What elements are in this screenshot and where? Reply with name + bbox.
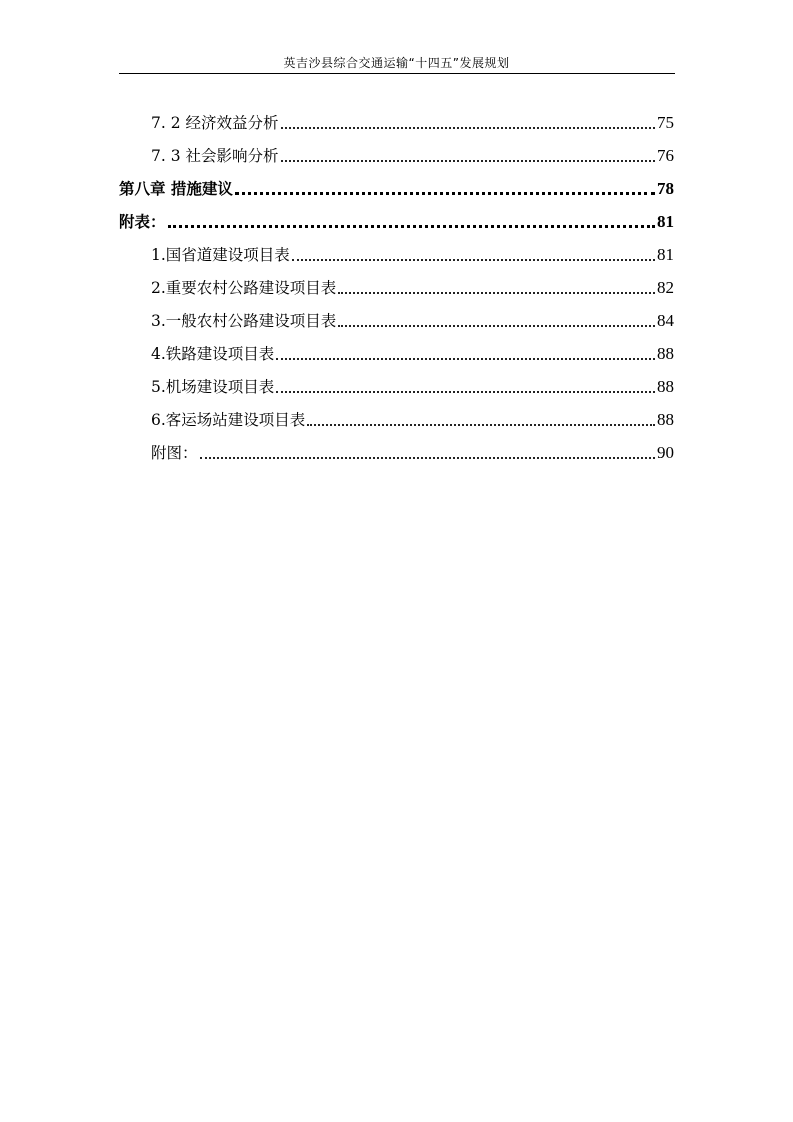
toc-entry-table-4[interactable] [119,331,674,364]
toc-entry-table-6[interactable] [119,397,674,430]
toc-entry-appendix-figures[interactable] [119,430,674,463]
toc-entry-page: 78 [657,179,674,198]
toc-entry-page: 88 [657,344,674,363]
toc-entry-page: 88 [657,410,674,429]
toc-entry-label: 7. 2 经济效益分析 [151,114,279,132]
toc-dot-leader [235,192,655,195]
toc-entry-table-2[interactable] [119,265,674,298]
toc-entry-table-5[interactable] [119,364,674,397]
toc-entry-page: 81 [657,245,674,264]
toc-entry-chapter-8[interactable] [119,166,674,199]
toc-entry-label: 7. 3 社会影响分析 [151,147,279,165]
toc-entry-table-1[interactable] [119,232,674,265]
toc-entry-label: 5.机场建设项目表 [151,378,275,396]
header-rule [119,73,675,74]
toc-dot-leader [281,160,655,162]
toc-dot-leader [292,259,655,261]
toc-dot-leader [276,358,655,360]
toc-dot-leader [338,325,655,327]
toc-entry-page: 84 [657,311,674,330]
toc-dot-leader [168,225,655,228]
toc-entry-label: 附表： [119,212,166,231]
running-header-title: 英吉沙县综合交通运输“十四五”发展规划 [283,56,510,70]
toc-dot-leader [276,391,655,393]
toc-entry-label: 6.客运场站建设项目表 [151,411,306,429]
toc-entry-page: 75 [657,113,674,132]
toc-entry-appendix-tables[interactable] [119,199,674,232]
toc-entry-label: 第八章 措施建议 [119,179,233,198]
toc-entry-table-3[interactable] [119,298,674,331]
toc-dot-leader [338,292,655,294]
toc-entry-7-2[interactable] [119,100,674,133]
toc-entry-7-3[interactable] [119,133,674,166]
toc-entry-label: 3.一般农村公路建设项目表 [151,312,337,330]
toc-entry-page: 81 [657,212,674,231]
table-of-contents [119,100,674,463]
toc-entry-page: 90 [657,443,674,462]
toc-entry-label: 4.铁路建设项目表 [151,345,275,363]
toc-entry-label: 附图： [151,444,198,462]
toc-entry-label: 1.国省道建设项目表 [151,246,290,264]
toc-entry-page: 88 [657,377,674,396]
toc-entry-page: 82 [657,278,674,297]
toc-entry-page: 76 [657,146,674,165]
toc-dot-leader [307,424,655,426]
toc-dot-leader [281,127,655,129]
toc-entry-label: 2.重要农村公路建设项目表 [151,279,337,297]
toc-dot-leader [200,457,655,459]
